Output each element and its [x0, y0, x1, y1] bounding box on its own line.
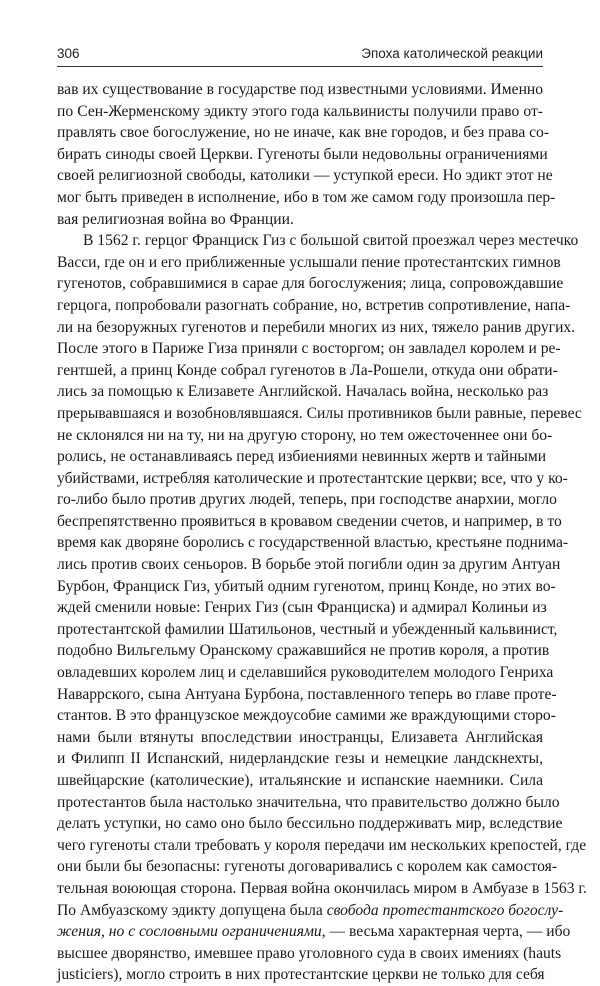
text-line: не склонялся ни на ту, ни на другую сторону, но тем ожесточеннее они бо- — [57, 426, 553, 444]
text-line: швейцарские (католические), итальянские и испанские наемники. Сила — [57, 772, 543, 789]
text-line: вав их существование в государстве под известными условиями. Именно — [57, 81, 544, 98]
header-rule — [57, 66, 543, 67]
text-line: и Филипп II Испанский, нидерландские гезы и немецкие ландскнехты, — [57, 750, 543, 768]
running-header — [57, 46, 543, 66]
italic-span: жения, но с сословными ограничениями — [57, 923, 322, 941]
body-text — [57, 79, 587, 986]
text-line: нами были втянуты впоследствии иностранцы, Елизавета Английская — [57, 728, 543, 746]
text-line: Васси, где он и его приближенные услышали пение протестантских гимнов — [57, 253, 561, 271]
text-line: лись против своих сеньоров. В борьбе этой погибли один за другим Антуан — [57, 556, 561, 574]
text-line: Наваррского, сына Антуана Бурбона, поставленного теперь во главе проте- — [57, 685, 557, 703]
text-line: бирать синоды своей Церкви. Гугеноты были недовольны ограничениями — [57, 145, 548, 163]
text-line: чего гугеноты стали требовать у короля передачи им нескольких крепостей, где — [57, 836, 587, 854]
text-line: После этого в Париже Гиза приняли с восторгом; он завладел королем и ре- — [57, 340, 561, 358]
text-line: лись за помощью к Елизавете Английской. Началась война, несколько раз — [57, 383, 549, 401]
text-line-with-italic — [57, 921, 571, 943]
text-line: го-либо было против других людей, теперь, при господстве анархии, могло — [57, 491, 557, 509]
text-line: ролись, не останавливаясь перед избиениями невинных жертв и тайными — [57, 448, 547, 466]
text-line: делать уступки, но само оно было бессильно поддерживать мир, вследствие — [57, 815, 563, 833]
text-line-with-italic — [57, 900, 564, 922]
text-line: своей религиозной свободы, католики — уступкой ереси. Но эдикт этот не — [57, 167, 553, 185]
text-line: Бурбон, Франциск Гиз, убитый одним гугенотом, принц Конде, но этих во- — [57, 577, 556, 595]
text-line: justiciers), могло строить в них протестантские церкви не только для себя — [57, 966, 545, 984]
text-line: стантов. В это французское междоусобие самими же враждующими сторо- — [57, 707, 556, 725]
text-line: тельная воюющая сторона. Первая война окончилась миром в Амбуазе в 1563 г. — [57, 879, 587, 897]
text-line: убийствами, истребляя католические и протестантские церкви; все, что у ко- — [57, 469, 568, 487]
text-line: подобно Вильгельму Оранскому сражавшийся не против короля, а против — [57, 642, 550, 660]
text-line: высшее дворянство, имевшее право уголовного суда в своих имениях (hauts — [57, 944, 562, 962]
text-span: По Амбуазскому эдикту допущена была — [57, 901, 327, 919]
text-line: они были бы безопасны: гугеноты договаривались с королем как самостоя- — [57, 858, 558, 876]
page-number: 306 — [57, 46, 80, 61]
text-line: мог быть приведен в исполнение, ибо в том же самом году произошла пер- — [57, 188, 556, 206]
text-line: беспрепятственно проявиться в кровавом сведении счетов, и например, в то — [57, 512, 562, 530]
text-line: гентшей, а принц Конде собрал гугенотов в Ла-Рошели, откуда они обрати- — [57, 361, 558, 379]
text-line: вая религиозная война во Франции. — [57, 210, 294, 228]
text-line: по Сен-Жерменскому эдикту этого года кальвинисты получили право от- — [57, 102, 543, 120]
text-line: правлять свое богослужение, но не иначе, как вне городов, и без права со- — [57, 124, 550, 142]
text-span: , — весьма характерная черта, — ибо — [321, 923, 571, 941]
text-line: протестантов была настолько значительна, что правительство должно было — [57, 793, 560, 811]
paragraph-first-line: В 1562 г. герцог Франциск Гиз с большой свитой проезжал через местечко — [83, 232, 579, 250]
running-title: Эпоха католической реакции — [361, 46, 543, 61]
text-line: герцога, попробовали разогнать собрание, но, встретив сопротивление, напа- — [57, 296, 571, 314]
text-line: ли на безоружных гугенотов и перебили многих из них, тяжело ранив других. — [57, 318, 576, 336]
text-line: ждей сменили новые: Генрих Гиз (сын Франциска) и адмирал Колиньи из — [57, 599, 547, 617]
text-line: овладевших королем лиц и сделавшийся руководителем молодого Генриха — [57, 664, 554, 682]
italic-span: свобода протестантского богослу- — [326, 901, 564, 919]
text-line: протестантской фамилии Шатильонов, честный и убежденный кальвинист, — [57, 620, 558, 638]
text-line: гугенотов, собравшимися в сарае для богослужения; лица, сопровождавшие — [57, 275, 564, 293]
text-line: прерывавшаяся и возобновлявшаяся. Силы противников были равные, перевес — [57, 404, 582, 422]
text-line: время как дворяне боролись с государственной властью, крестьяне поднима- — [57, 534, 569, 552]
